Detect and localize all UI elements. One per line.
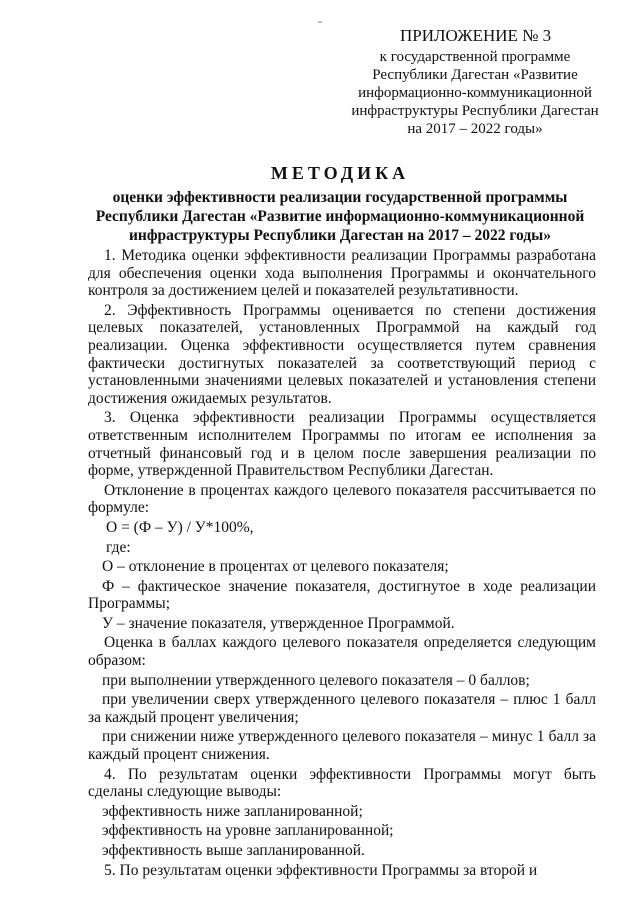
- definition-f: Ф – фактическое значение показателя, достигнутое в ходе реализации Программы;: [88, 577, 596, 613]
- paragraph-2: 2. Эффективность Программы оценивается по степени достижения целевых показателей, установленных Программой на каждый год реализации. Оценка эффективности осуществляется путем сравнения фактически достигнутых показателей за соответствующий период с установленными значениями целевых показателей и установления степени достижения ожидаемых результатов.: [88, 301, 596, 407]
- scoring-intro: Оценка в баллах каждого целевого показателя определяется следующим образом:: [88, 634, 596, 670]
- conclusion-item: эффективность ниже запланированной;: [102, 802, 363, 820]
- annex-line: инфраструктуры Республики Дагестан: [351, 103, 599, 119]
- annex-title: ПРИЛОЖЕНИЕ № 3: [400, 26, 552, 45]
- annex-line: на 2017 – 2022 годы»: [407, 121, 543, 137]
- annex-line: Республики Дагестан «Развитие: [372, 67, 578, 83]
- document-body: [88, 247, 596, 881]
- scoring-item: при выполнении утвержденного целевого показателя – 0 баллов;: [102, 671, 530, 689]
- paragraph-5: 5. По результатам оценки эффективности Программы за второй и: [104, 861, 538, 879]
- annex-line: к государственной программе: [379, 49, 571, 65]
- paragraph-1: 1. Методика оценки эффективности реализации Программы разработана для обеспечения оценки хода выполнения Программы и окончательного контроля за достижением целей и показателей результативности.: [88, 247, 596, 300]
- paragraph-deviation: Отклонение в процентах каждого целевого показателя рассчитывается по формуле:: [88, 481, 596, 517]
- annex-line: информационно-коммуникационной: [358, 85, 592, 101]
- definition-o: О – отклонение в процентах от целевого показателя;: [102, 558, 449, 576]
- scoring-item: при снижении ниже утвержденного целевого показателя – минус 1 балл за каждый процент снижения.: [88, 728, 596, 764]
- conclusions-intro: 4. По результатам оценки эффективности Программы могут быть сделаны следующие выводы:: [88, 765, 596, 801]
- title-main: МЕТОДИКА: [270, 163, 410, 183]
- title-sub: оценки эффективности реализации государственной программы Республики Дагестан «Развитие информационно-коммуникационной инфраструктуры Республики Дагестан на 2017 – 2022 годы»: [95, 189, 585, 244]
- annex-header: [340, 26, 610, 138]
- scan-mark: -: [318, 14, 322, 28]
- formula: О = (Ф – У) / У*100%,: [106, 518, 254, 536]
- where-label: где:: [106, 538, 131, 556]
- document-title: [80, 162, 600, 245]
- definition-u: У – значение показателя, утвержденное Программой.: [102, 614, 455, 632]
- conclusion-item: эффективность выше запланированной.: [102, 842, 365, 859]
- conclusion-item: эффективность на уровне запланированной;: [102, 822, 394, 840]
- scoring-item: при увеличении сверх утвержденного целевого показателя – плюс 1 балл за каждый процент увеличения;: [88, 691, 596, 726]
- paragraph-3: 3. Оценка эффективности реализации Программы осуществляется ответственным исполнителем Программы по итогам ее исполнения за отчетный финансовый год и в целом после завершения реализации по форме, утвержденной Правительством Республики Дагестан.: [88, 409, 596, 480]
